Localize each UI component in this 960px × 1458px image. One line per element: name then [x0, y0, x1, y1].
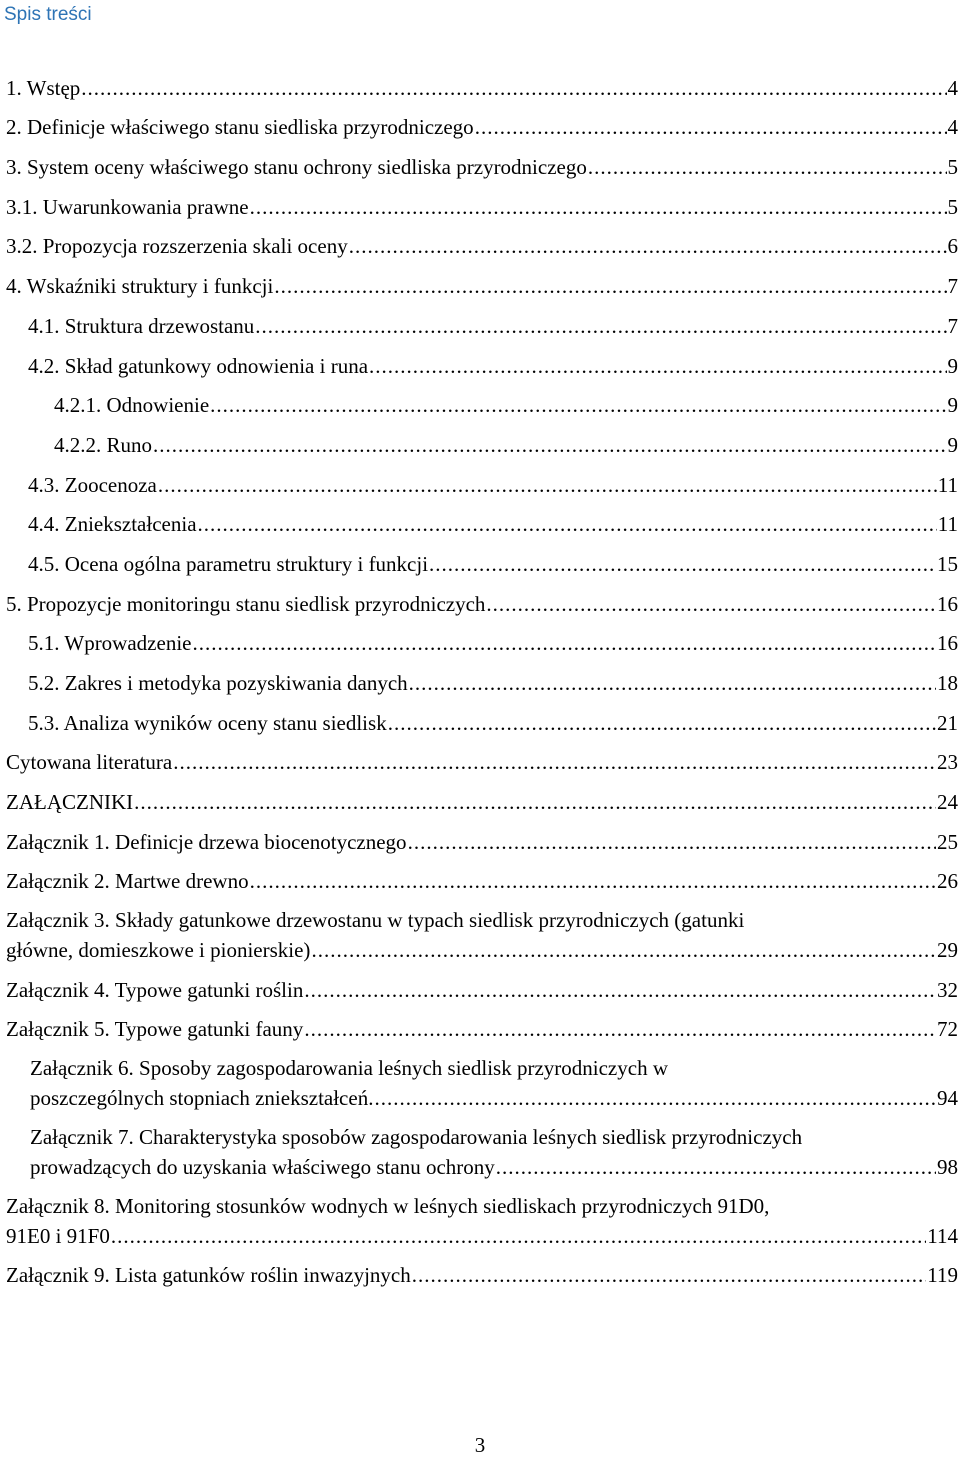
dot-leader: [496, 1152, 936, 1182]
toc-entry[interactable]: [28, 509, 958, 539]
dot-leader: [173, 747, 936, 777]
toc-entry[interactable]: [28, 668, 958, 698]
toc-entry-page: 16: [937, 631, 958, 655]
toc-entry-label: 3.2. Propozycja rozszerzenia skali oceny: [6, 234, 348, 258]
dot-leader: [429, 549, 936, 579]
toc-entry-page: 5: [947, 155, 958, 179]
toc-entry-page: 98: [937, 1155, 958, 1179]
toc-entry[interactable]: [28, 351, 958, 381]
toc-entry-page: 29: [937, 938, 958, 962]
toc-entry-label: 4. Wskaźniki struktury i funkcji: [6, 274, 274, 298]
dot-leader: [588, 152, 947, 182]
toc-entry-page: 119: [927, 1263, 958, 1287]
toc-entry-label: 4.5. Ocena ogólna parametru struktury i funkcji: [28, 552, 429, 576]
dot-leader: [374, 1083, 936, 1113]
toc-entry[interactable]: [28, 470, 958, 500]
toc-entry[interactable]: [28, 708, 958, 738]
toc-entry[interactable]: [30, 1053, 958, 1113]
toc-entry-label: 3.1. Uwarunkowania prawne: [6, 195, 249, 219]
toc-entry-label: Załącznik 1. Definicje drzewa biocenotycznego: [6, 830, 407, 854]
toc-entry[interactable]: [6, 73, 958, 103]
dot-leader: [250, 192, 947, 222]
toc-entry[interactable]: [30, 1122, 958, 1182]
dot-leader: [412, 1260, 927, 1290]
toc-entry-page: 5: [947, 195, 958, 219]
toc-entry[interactable]: [54, 430, 958, 460]
toc-entry-label: 5.1. Wprowadzenie: [28, 631, 192, 655]
toc-entry[interactable]: [6, 787, 958, 817]
toc-entry-page: 7: [947, 274, 958, 298]
toc-entry-label: 4.1. Struktura drzewostanu: [28, 314, 255, 338]
toc-entry-label: Załącznik 2. Martwe drewno: [6, 869, 249, 893]
toc-entry-label: Załącznik 7. Charakterystyka sposobów zagospodarowania leśnych siedlisk przyrodniczych: [30, 1125, 803, 1149]
dot-leader: [274, 271, 946, 301]
toc-entry-label: 1. Wstęp: [6, 76, 81, 100]
toc-entry-label: Załącznik 3. Składy gatunkowe drzewostanu w typach siedlisk przyrodniczych (gatunki: [6, 908, 745, 932]
toc-entry[interactable]: [28, 549, 958, 579]
toc-entry-page: 114: [927, 1224, 958, 1248]
toc-entry-label-continued: prowadzących do uzyskania właściwego stanu ochrony: [30, 1155, 495, 1179]
toc-entry-page: 18: [937, 671, 958, 695]
dot-leader: [409, 668, 936, 698]
toc-entry-label: 4.2. Skład gatunkowy odnowienia i runa: [28, 354, 369, 378]
toc-entry-page: 21: [937, 711, 958, 735]
toc-entry-page: 9: [947, 393, 958, 417]
toc-entry-label: 4.2.1. Odnowienie: [54, 393, 210, 417]
dot-leader: [158, 470, 937, 500]
toc-entry-page: 24: [937, 790, 958, 814]
toc-entry-label: 3. System oceny właściwego stanu ochrony siedliska przyrodniczego: [6, 155, 587, 179]
toc-entry[interactable]: [6, 152, 958, 182]
toc-entry[interactable]: [6, 866, 958, 896]
toc-entry-page: 32: [937, 978, 958, 1002]
toc-entry[interactable]: [28, 311, 958, 341]
toc-entry[interactable]: [6, 827, 958, 857]
dot-leader: [304, 1014, 936, 1044]
dot-leader: [304, 975, 936, 1005]
toc-entry[interactable]: [6, 905, 958, 965]
toc-entry-label: 2. Definicje właściwego stanu siedliska przyrodniczego: [6, 115, 474, 139]
toc-entry-label: 4.2.2. Runo: [54, 433, 153, 457]
toc-entry-page: 26: [937, 869, 958, 893]
toc-entry-label-continued: poszczególnych stopniach zniekształceń.: [30, 1086, 374, 1110]
toc-entry-label-continued: 91E0 i 91F0: [6, 1224, 110, 1248]
dot-leader: [81, 73, 946, 103]
toc-entry-page: 72: [937, 1017, 958, 1041]
toc-entry[interactable]: [6, 1191, 958, 1251]
toc-entry[interactable]: [6, 747, 958, 777]
toc-entry[interactable]: [6, 975, 958, 1005]
toc-entry[interactable]: [6, 1014, 958, 1044]
toc-entry-page: 6: [947, 234, 958, 258]
toc-entry-page: 11: [937, 473, 958, 497]
toc-entry-label: Załącznik 9. Lista gatunków roślin inwazyjnych: [6, 1263, 411, 1287]
toc-entry-page: 23: [937, 750, 958, 774]
toc-entry-page: 25: [937, 830, 958, 854]
toc-entry-page: 4: [947, 76, 958, 100]
toc-entry-label: Załącznik 4. Typowe gatunki roślin: [6, 978, 304, 1002]
dot-leader: [153, 430, 946, 460]
toc-entry-page: 7: [947, 314, 958, 338]
toc-entry-label: Załącznik 5. Typowe gatunki fauny: [6, 1017, 304, 1041]
toc-entry-page: 4: [947, 115, 958, 139]
toc-entry[interactable]: [6, 112, 958, 142]
toc-entry-label: ZAŁĄCZNIKI: [6, 790, 134, 814]
toc-entry[interactable]: [6, 1260, 958, 1290]
dot-leader: [255, 311, 946, 341]
toc-entry-label: 5.2. Zakres i metodyka pozyskiwania danych: [28, 671, 408, 695]
toc-entry-label-continued: główne, domieszkowe i pionierskie): [6, 938, 311, 962]
toc-entry-label: 5. Propozycje monitoringu stanu siedlisk przyrodniczych: [6, 592, 486, 616]
toc-entry[interactable]: [54, 390, 958, 420]
toc-entry[interactable]: [6, 271, 958, 301]
toc-entry-label: Załącznik 8. Monitoring stosunków wodnych w leśnych siedliskach przyrodniczych 91D0,: [6, 1194, 770, 1218]
dot-leader: [111, 1221, 926, 1251]
toc-entry[interactable]: [6, 589, 958, 619]
dot-leader: [369, 351, 946, 381]
page-number: 3: [474, 1433, 486, 1457]
dot-leader: [408, 827, 936, 857]
toc-entry[interactable]: [6, 231, 958, 261]
dot-leader: [198, 509, 937, 539]
dot-leader: [210, 390, 946, 420]
toc-entry-label: Cytowana literatura: [6, 750, 173, 774]
dot-leader: [311, 935, 936, 965]
toc-entry-label: Załącznik 6. Sposoby zagospodarowania leśnych siedlisk przyrodniczych w: [30, 1056, 668, 1080]
toc-entry-page: 15: [937, 552, 958, 576]
toc-entry-label: 4.4. Zniekształcenia: [28, 512, 197, 536]
toc-entry-label: 4.3. Zoocenoza: [28, 473, 157, 497]
toc-entry-page: 11: [937, 512, 958, 536]
page-title: Spis treści: [4, 4, 92, 25]
toc-entry-label: 5.3. Analiza wyników oceny stanu siedlisk: [28, 711, 387, 735]
toc-entry[interactable]: [6, 192, 958, 222]
dot-leader: [486, 589, 936, 619]
toc-entry-page: 9: [947, 354, 958, 378]
dot-leader: [134, 787, 936, 817]
dot-leader: [349, 231, 947, 261]
toc-entry-page: 16: [937, 592, 958, 616]
dot-leader: [192, 628, 936, 658]
dot-leader: [475, 112, 947, 142]
toc-entry[interactable]: [28, 628, 958, 658]
dot-leader: [250, 866, 936, 896]
toc-entry-page: 9: [947, 433, 958, 457]
toc-entry-page: 94: [937, 1086, 958, 1110]
dot-leader: [388, 708, 936, 738]
